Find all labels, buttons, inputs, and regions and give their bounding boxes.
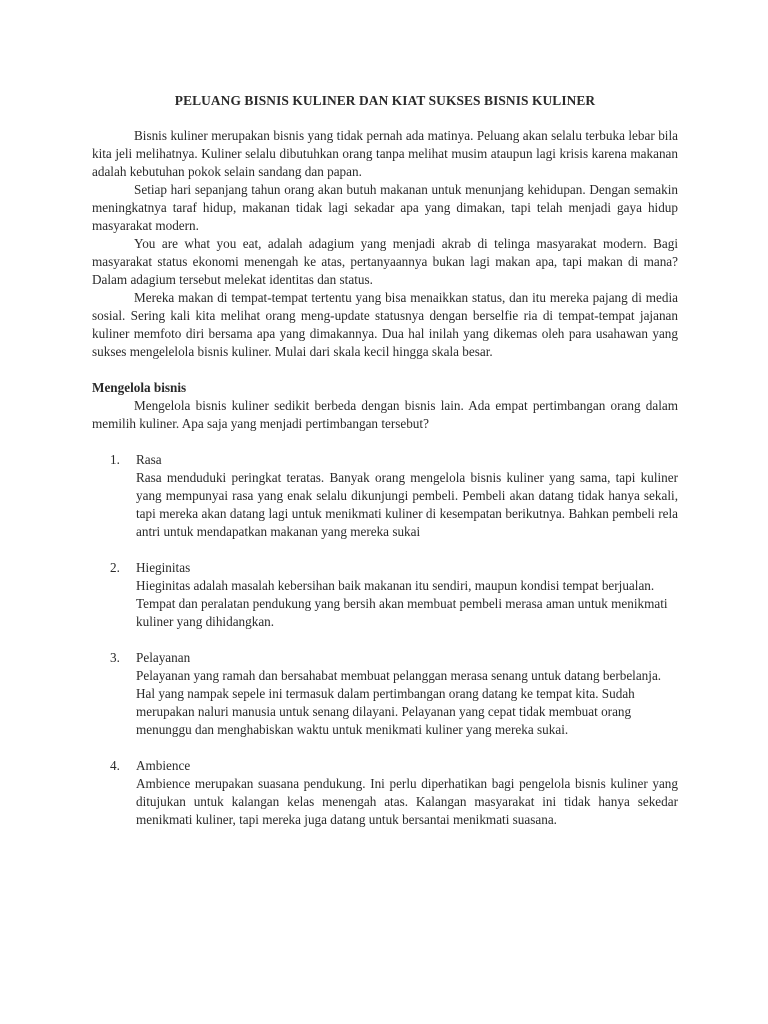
intro-paragraph: Mereka makan di tempat-tempat tertentu yang bisa menaikkan status, dan itu mereka pajang di media sosial. Sering kali kita melihat orang meng-update statusnya dengan berselfie ria di tempat-tempat jajanan kuliner memfoto diri bersama apa yang dimakannya. Dua hal inilah yang dikemas oleh para usahawan yang sukses mengelelola bisnis kuliner. Mulai dari skala kecil hingga skala besar. [92, 290, 678, 359]
list-item-number: 2. [110, 560, 120, 575]
list-item-body: Hieginitas adalah masalah kebersihan baik makanan itu sendiri, maupun kondisi tempat berjualan. Tempat dan peralatan pendukung yang bersih akan membuat pembeli merasa aman untuk menikmati kuliner yang dihidangkan. [136, 578, 668, 629]
list-item-body: Ambience merupakan suasana pendukung. Ini perlu diperhatikan bagi pengelola bisnis kuliner yang ditujukan untuk kalangan kelas menengah atas. Kalangan masyarakat ini tidak hanya sekedar menikmati kuliner, tapi mereka juga datang untuk bersantai menikmati suasana. [136, 776, 678, 827]
list-item [92, 559, 678, 631]
list-item-number: 3. [110, 650, 120, 665]
list-item-title: Ambience [136, 758, 191, 773]
list-item-body: Pelayanan yang ramah dan bersahabat membuat pelanggan merasa senang untuk datang berbelanja. Hal yang nampak sepele ini termasuk dalam pertimbangan orang datang ke tempat kita. Sudah merupakan naluri manusia untuk senang dilayani. Pelayanan yang cepat tidak membuat orang menunggu dan menghabiskan waktu untuk menikmati kuliner yang mereka sukai. [136, 668, 662, 737]
document-page [92, 92, 678, 847]
list-item [92, 757, 678, 829]
list-item-number: 1. [110, 452, 120, 467]
list-item-title: Pelayanan [136, 650, 191, 665]
document-title: PELUANG BISNIS KULINER DAN KIAT SUKSES BISNIS KULINER [174, 93, 596, 108]
intro-paragraph: Bisnis kuliner merupakan bisnis yang tidak pernah ada matinya. Peluang akan selalu terbuka lebar bila kita jeli melihatnya. Kuliner selalu dibutuhkan orang tanpa melihat musim ataupun lagi krisis karena makanan adalah kebutuhan pokok selain sandang dan papan. [92, 128, 678, 179]
list-item [92, 649, 678, 739]
list-item-title: Hieginitas [136, 560, 191, 575]
section-heading: Mengelola bisnis [92, 380, 187, 395]
intro-paragraph: Setiap hari sepanjang tahun orang akan butuh makanan untuk menunjang kehidupan. Dengan semakin meningkatnya taraf hidup, makanan tidak lagi sekadar apa yang dimakan, tapi telah menjadi gaya hidup masyarakat modern. [92, 182, 678, 233]
list-item [92, 451, 678, 541]
intro-paragraph: You are what you eat, adalah adagium yang menjadi akrab di telinga masyarakat modern. Bagi masyarakat status ekonomi menengah ke atas, pertanyaannya bukan lagi makan apa, tapi makan di mana? Dalam adagium tersebut melekat identitas dan status. [92, 236, 678, 287]
section-paragraph: Mengelola bisnis kuliner sedikit berbeda dengan bisnis lain. Ada empat pertimbangan orang dalam memilih kuliner. Apa saja yang menjadi pertimbangan tersebut? [92, 398, 678, 431]
list-item-title: Rasa [136, 452, 162, 467]
list-item-body: Rasa menduduki peringkat teratas. Banyak orang mengelola bisnis kuliner yang sama, tapi kuliner yang mempunyai rasa yang enak selalu dikunjungi pembeli. Pembeli akan datang tidak hanya sekali, tapi mereka akan datang lagi untuk menikmati kuliner di kesempatan berikutnya. Bahkan pembeli rela antri untuk mendapatkan makanan yang mereka sukai [136, 470, 678, 539]
list-item-number: 4. [110, 758, 120, 773]
section-mengelola-bisnis [92, 379, 678, 433]
criteria-list [92, 451, 678, 829]
intro-section [92, 127, 678, 361]
